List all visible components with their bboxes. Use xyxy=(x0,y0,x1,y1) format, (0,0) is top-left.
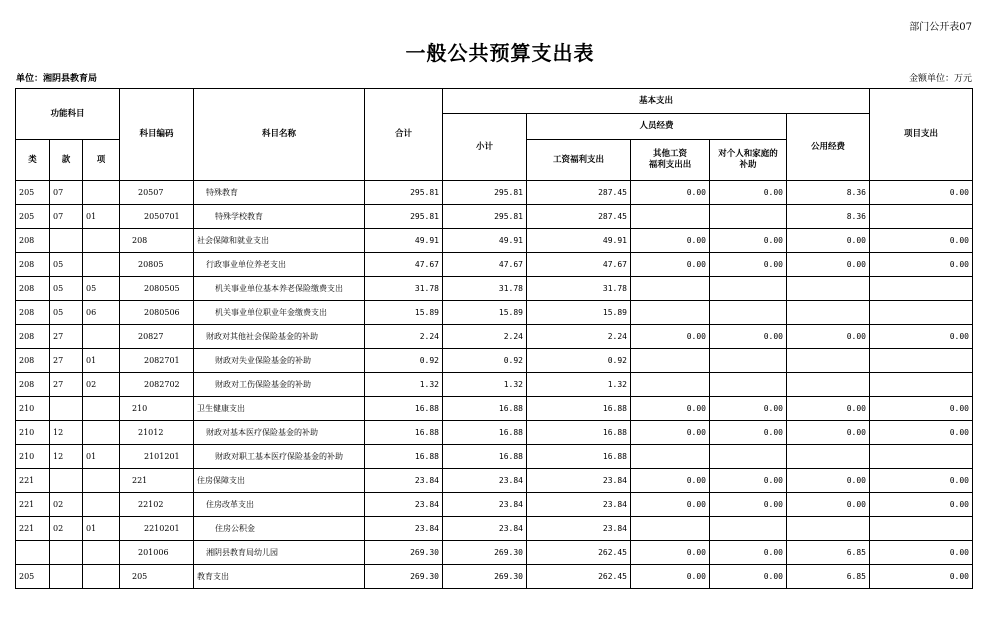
cell-subtotal: 23.84 xyxy=(443,493,527,517)
cell-wages: 16.88 xyxy=(527,421,631,445)
header-wages: 工资福利支出 xyxy=(527,140,631,181)
cell-public xyxy=(787,277,870,301)
cell-public xyxy=(787,445,870,469)
cell-total: 47.67 xyxy=(365,253,443,277)
cell-other-wages: 0.00 xyxy=(631,493,710,517)
cell-project: 0.00 xyxy=(870,253,973,277)
cell-code: 208 xyxy=(120,229,194,253)
cell-kuan: 27 xyxy=(50,373,83,397)
header-basic: 基本支出 xyxy=(443,89,870,114)
cell-total: 23.84 xyxy=(365,517,443,541)
cell-name: 财政对失业保险基金的补助 xyxy=(194,349,365,373)
cell-subtotal: 15.89 xyxy=(443,301,527,325)
cell-project: 0.00 xyxy=(870,181,973,205)
cell-kuan xyxy=(50,469,83,493)
cell-total: 23.84 xyxy=(365,469,443,493)
cell-family-subsidy xyxy=(710,205,787,229)
cell-total: 269.30 xyxy=(365,541,443,565)
header-other-wages: 其他工资 福利支出出 xyxy=(631,140,710,181)
cell-other-wages: 0.00 xyxy=(631,253,710,277)
cell-kuan: 05 xyxy=(50,277,83,301)
cell-other-wages: 0.00 xyxy=(631,565,710,589)
header-func-subject: 功能科目 xyxy=(16,89,120,140)
cell-project xyxy=(870,517,973,541)
cell-name: 住房保障支出 xyxy=(194,469,365,493)
cell-family-subsidy: 0.00 xyxy=(710,541,787,565)
cell-lei xyxy=(16,541,50,565)
cell-subtotal: 23.84 xyxy=(443,469,527,493)
cell-xiang: 01 xyxy=(83,445,120,469)
cell-xiang xyxy=(83,565,120,589)
cell-code: 201006 xyxy=(120,541,194,565)
cell-name: 卫生健康支出 xyxy=(194,397,365,421)
cell-kuan: 05 xyxy=(50,253,83,277)
cell-project xyxy=(870,373,973,397)
cell-lei: 205 xyxy=(16,181,50,205)
cell-wages: 262.45 xyxy=(527,541,631,565)
cell-lei: 208 xyxy=(16,301,50,325)
cell-kuan xyxy=(50,397,83,421)
cell-kuan: 27 xyxy=(50,349,83,373)
cell-name: 机关事业单位基本养老保险缴费支出 xyxy=(194,277,365,301)
cell-project: 0.00 xyxy=(870,493,973,517)
cell-wages: 15.89 xyxy=(527,301,631,325)
cell-xiang: 06 xyxy=(83,301,120,325)
cell-lei: 208 xyxy=(16,277,50,301)
cell-xiang xyxy=(83,229,120,253)
cell-total: 0.92 xyxy=(365,349,443,373)
cell-total: 1.32 xyxy=(365,373,443,397)
cell-public: 0.00 xyxy=(787,397,870,421)
header-name: 科目名称 xyxy=(194,89,365,181)
cell-kuan: 02 xyxy=(50,493,83,517)
cell-subtotal: 49.91 xyxy=(443,229,527,253)
cell-code: 20827 xyxy=(120,325,194,349)
cell-code: 2050701 xyxy=(120,205,194,229)
cell-wages: 23.84 xyxy=(527,517,631,541)
cell-xiang xyxy=(83,541,120,565)
cell-wages: 287.45 xyxy=(527,181,631,205)
page-title: 一般公共预算支出表 xyxy=(405,41,595,65)
table-row xyxy=(16,253,973,277)
cell-project: 0.00 xyxy=(870,397,973,421)
cell-lei: 208 xyxy=(16,325,50,349)
cell-kuan: 27 xyxy=(50,325,83,349)
cell-code: 21012 xyxy=(120,421,194,445)
cell-code: 205 xyxy=(120,565,194,589)
cell-code: 2080506 xyxy=(120,301,194,325)
cell-other-wages xyxy=(631,349,710,373)
cell-name: 财政对职工基本医疗保险基金的补助 xyxy=(194,445,365,469)
cell-total: 15.89 xyxy=(365,301,443,325)
cell-code: 2082701 xyxy=(120,349,194,373)
cell-subtotal: 269.30 xyxy=(443,541,527,565)
table-row xyxy=(16,277,973,301)
cell-xiang xyxy=(83,325,120,349)
table-row xyxy=(16,541,973,565)
cell-subtotal: 295.81 xyxy=(443,181,527,205)
cell-lei: 221 xyxy=(16,493,50,517)
cell-total: 31.78 xyxy=(365,277,443,301)
cell-kuan: 07 xyxy=(50,205,83,229)
cell-code: 2080505 xyxy=(120,277,194,301)
cell-total: 16.88 xyxy=(365,445,443,469)
cell-lei: 208 xyxy=(16,253,50,277)
header-subtotal: 小计 xyxy=(443,114,527,181)
cell-project xyxy=(870,301,973,325)
cell-kuan: 07 xyxy=(50,181,83,205)
table-row xyxy=(16,517,973,541)
cell-other-wages xyxy=(631,445,710,469)
cell-public xyxy=(787,373,870,397)
cell-total: 16.88 xyxy=(365,421,443,445)
cell-other-wages xyxy=(631,301,710,325)
cell-name: 机关事业单位职业年金缴费支出 xyxy=(194,301,365,325)
header-kuan: 款 xyxy=(50,140,83,181)
cell-name: 财政对基本医疗保险基金的补助 xyxy=(194,421,365,445)
cell-code: 20805 xyxy=(120,253,194,277)
cell-wages: 2.24 xyxy=(527,325,631,349)
header-family-subsidy: 对个人和家庭的 补助 xyxy=(710,140,787,181)
cell-total: 269.30 xyxy=(365,565,443,589)
table-row xyxy=(16,325,973,349)
cell-subtotal: 16.88 xyxy=(443,397,527,421)
cell-code: 2082702 xyxy=(120,373,194,397)
cell-other-wages: 0.00 xyxy=(631,421,710,445)
cell-project: 0.00 xyxy=(870,541,973,565)
cell-wages: 23.84 xyxy=(527,469,631,493)
cell-xiang xyxy=(83,421,120,445)
cell-subtotal: 23.84 xyxy=(443,517,527,541)
table-row xyxy=(16,301,973,325)
cell-kuan: 12 xyxy=(50,421,83,445)
cell-wages: 23.84 xyxy=(527,493,631,517)
cell-wages: 287.45 xyxy=(527,205,631,229)
cell-family-subsidy: 0.00 xyxy=(710,229,787,253)
table-row xyxy=(16,229,973,253)
cell-public: 0.00 xyxy=(787,421,870,445)
cell-lei: 205 xyxy=(16,205,50,229)
cell-total: 16.88 xyxy=(365,397,443,421)
cell-lei: 210 xyxy=(16,397,50,421)
cell-lei: 208 xyxy=(16,229,50,253)
cell-xiang xyxy=(83,397,120,421)
cell-subtotal: 269.30 xyxy=(443,565,527,589)
cell-other-wages: 0.00 xyxy=(631,229,710,253)
cell-kuan xyxy=(50,565,83,589)
cell-family-subsidy: 0.00 xyxy=(710,469,787,493)
cell-total: 49.91 xyxy=(365,229,443,253)
cell-kuan: 05 xyxy=(50,301,83,325)
cell-name: 特殊教育 xyxy=(194,181,365,205)
header-code: 科目编码 xyxy=(120,89,194,181)
header-public: 公用经费 xyxy=(787,114,870,181)
header-personnel: 人员经费 xyxy=(527,114,787,140)
cell-public xyxy=(787,517,870,541)
cell-code: 221 xyxy=(120,469,194,493)
cell-lei: 210 xyxy=(16,445,50,469)
cell-other-wages xyxy=(631,517,710,541)
cell-name: 社会保障和就业支出 xyxy=(194,229,365,253)
table-row xyxy=(16,565,973,589)
table-row xyxy=(16,469,973,493)
cell-other-wages xyxy=(631,373,710,397)
cell-total: 2.24 xyxy=(365,325,443,349)
cell-family-subsidy xyxy=(710,301,787,325)
cell-wages: 47.67 xyxy=(527,253,631,277)
cell-lei: 205 xyxy=(16,565,50,589)
amount-unit: 金额单位：万元 xyxy=(908,74,972,84)
cell-public xyxy=(787,349,870,373)
table-body xyxy=(16,181,973,589)
header-lei: 类 xyxy=(16,140,50,181)
cell-subtotal: 295.81 xyxy=(443,205,527,229)
cell-wages: 31.78 xyxy=(527,277,631,301)
cell-name: 财政对工伤保险基金的补助 xyxy=(194,373,365,397)
cell-other-wages xyxy=(631,277,710,301)
cell-code: 2210201 xyxy=(120,517,194,541)
cell-public: 6.85 xyxy=(787,565,870,589)
cell-family-subsidy xyxy=(710,349,787,373)
cell-public: 8.36 xyxy=(787,205,870,229)
cell-family-subsidy: 0.00 xyxy=(710,397,787,421)
table-row xyxy=(16,373,973,397)
cell-wages: 1.32 xyxy=(527,373,631,397)
cell-public: 8.36 xyxy=(787,181,870,205)
cell-xiang: 05 xyxy=(83,277,120,301)
cell-code: 2101201 xyxy=(120,445,194,469)
cell-xiang xyxy=(83,493,120,517)
cell-xiang xyxy=(83,253,120,277)
cell-lei: 221 xyxy=(16,517,50,541)
cell-name: 行政事业单位养老支出 xyxy=(194,253,365,277)
cell-name: 住房改革支出 xyxy=(194,493,365,517)
cell-name: 湘阴县教育局幼儿园 xyxy=(194,541,365,565)
cell-subtotal: 2.24 xyxy=(443,325,527,349)
cell-project xyxy=(870,349,973,373)
cell-name: 教育支出 xyxy=(194,565,365,589)
cell-project: 0.00 xyxy=(870,421,973,445)
cell-xiang: 01 xyxy=(83,517,120,541)
cell-wages: 16.88 xyxy=(527,397,631,421)
cell-subtotal: 16.88 xyxy=(443,421,527,445)
cell-project: 0.00 xyxy=(870,469,973,493)
cell-public: 6.85 xyxy=(787,541,870,565)
cell-total: 295.81 xyxy=(365,205,443,229)
cell-family-subsidy xyxy=(710,517,787,541)
cell-public: 0.00 xyxy=(787,325,870,349)
cell-lei: 208 xyxy=(16,373,50,397)
header-total: 合计 xyxy=(365,89,443,181)
cell-project: 0.00 xyxy=(870,325,973,349)
cell-code: 20507 xyxy=(120,181,194,205)
cell-lei: 221 xyxy=(16,469,50,493)
cell-family-subsidy: 0.00 xyxy=(710,325,787,349)
cell-other-wages: 0.00 xyxy=(631,469,710,493)
cell-public: 0.00 xyxy=(787,493,870,517)
cell-code: 210 xyxy=(120,397,194,421)
table-row xyxy=(16,181,973,205)
cell-kuan: 12 xyxy=(50,445,83,469)
table-row xyxy=(16,205,973,229)
cell-public: 0.00 xyxy=(787,253,870,277)
cell-project xyxy=(870,445,973,469)
table-row xyxy=(16,445,973,469)
cell-xiang: 01 xyxy=(83,349,120,373)
cell-code: 22102 xyxy=(120,493,194,517)
cell-public xyxy=(787,301,870,325)
table-row xyxy=(16,421,973,445)
cell-other-wages xyxy=(631,205,710,229)
cell-subtotal: 16.88 xyxy=(443,445,527,469)
cell-subtotal: 47.67 xyxy=(443,253,527,277)
cell-wages: 262.45 xyxy=(527,565,631,589)
cell-project: 0.00 xyxy=(870,565,973,589)
cell-lei: 208 xyxy=(16,349,50,373)
department-unit: 单位：湘阴县教育局 xyxy=(16,74,98,84)
cell-family-subsidy xyxy=(710,445,787,469)
cell-name: 特殊学校教育 xyxy=(194,205,365,229)
cell-xiang: 02 xyxy=(83,373,120,397)
cell-family-subsidy xyxy=(710,277,787,301)
cell-total: 295.81 xyxy=(365,181,443,205)
cell-project xyxy=(870,277,973,301)
cell-family-subsidy: 0.00 xyxy=(710,253,787,277)
cell-wages: 16.88 xyxy=(527,445,631,469)
form-number: 部门公开表07 xyxy=(909,22,972,33)
cell-kuan: 02 xyxy=(50,517,83,541)
cell-other-wages: 0.00 xyxy=(631,181,710,205)
cell-family-subsidy: 0.00 xyxy=(710,565,787,589)
cell-public: 0.00 xyxy=(787,469,870,493)
table-row xyxy=(16,349,973,373)
cell-public: 0.00 xyxy=(787,229,870,253)
cell-project xyxy=(870,205,973,229)
table-row xyxy=(16,397,973,421)
cell-lei: 210 xyxy=(16,421,50,445)
cell-xiang xyxy=(83,469,120,493)
cell-family-subsidy: 0.00 xyxy=(710,493,787,517)
cell-family-subsidy: 0.00 xyxy=(710,181,787,205)
cell-xiang: 01 xyxy=(83,205,120,229)
header-project: 项目支出 xyxy=(870,89,973,181)
cell-kuan xyxy=(50,541,83,565)
cell-wages: 0.92 xyxy=(527,349,631,373)
cell-project: 0.00 xyxy=(870,229,973,253)
cell-name: 财政对其他社会保险基金的补助 xyxy=(194,325,365,349)
cell-other-wages: 0.00 xyxy=(631,541,710,565)
cell-xiang xyxy=(83,181,120,205)
cell-wages: 49.91 xyxy=(527,229,631,253)
cell-family-subsidy: 0.00 xyxy=(710,421,787,445)
cell-subtotal: 1.32 xyxy=(443,373,527,397)
table-row xyxy=(16,493,973,517)
cell-name: 住房公积金 xyxy=(194,517,365,541)
cell-family-subsidy xyxy=(710,373,787,397)
cell-kuan xyxy=(50,229,83,253)
cell-subtotal: 31.78 xyxy=(443,277,527,301)
cell-total: 23.84 xyxy=(365,493,443,517)
cell-subtotal: 0.92 xyxy=(443,349,527,373)
header-xiang: 项 xyxy=(83,140,120,181)
budget-table xyxy=(15,88,973,589)
cell-other-wages: 0.00 xyxy=(631,397,710,421)
cell-other-wages: 0.00 xyxy=(631,325,710,349)
